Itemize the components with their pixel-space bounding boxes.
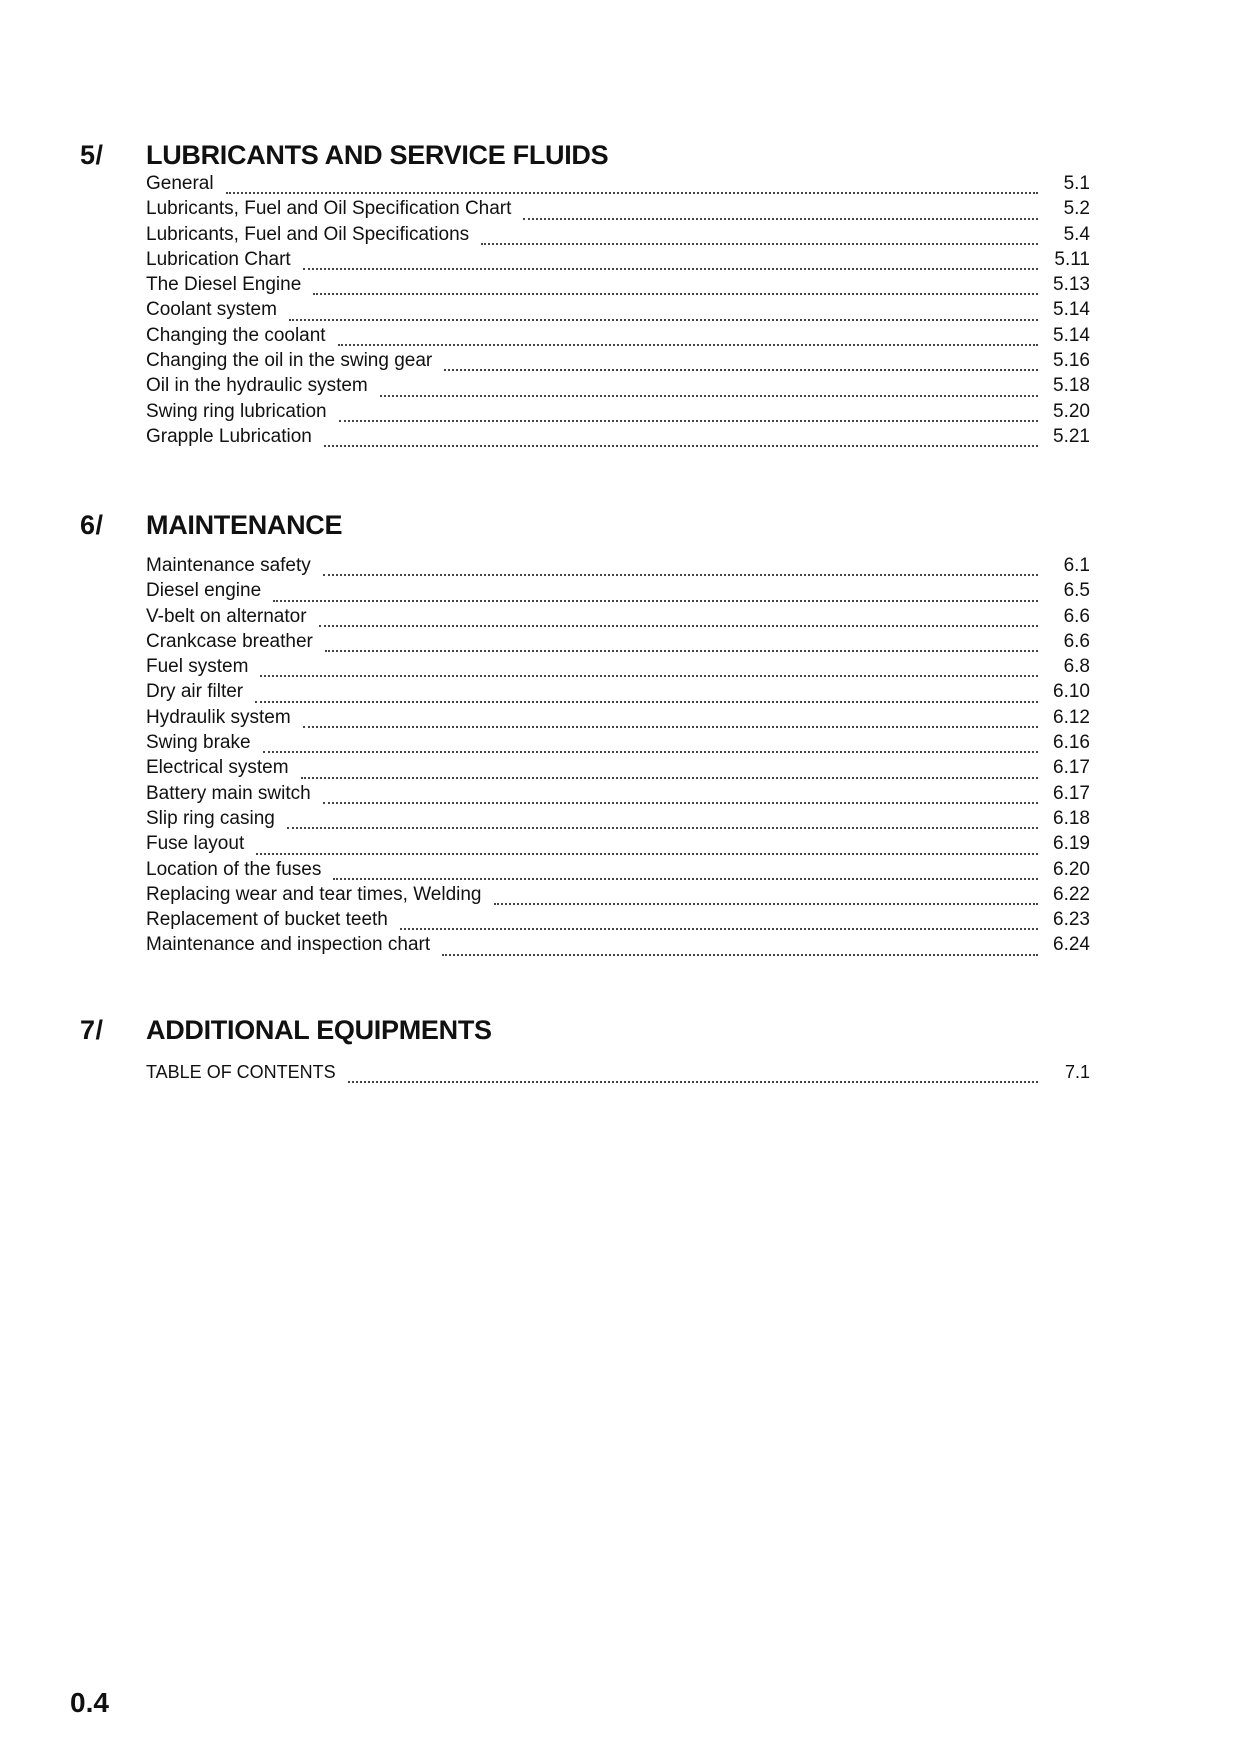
toc-entry-label: Fuse layout bbox=[146, 833, 245, 855]
toc-entry[interactable] bbox=[146, 631, 1090, 656]
dot-leader bbox=[325, 636, 1038, 652]
toc-entry-page: 6.16 bbox=[1053, 732, 1090, 754]
dot-leader bbox=[256, 839, 1038, 855]
toc-entry[interactable] bbox=[146, 401, 1090, 426]
toc-entry-label: Lubricants, Fuel and Oil Specification Chart bbox=[146, 198, 512, 220]
toc-entry-label: Replacement of bucket teeth bbox=[146, 909, 388, 931]
toc-entry-page: 6.12 bbox=[1053, 706, 1090, 728]
dot-leader bbox=[289, 305, 1038, 321]
toc-entry[interactable] bbox=[146, 224, 1090, 249]
toc-entry-page: 6.17 bbox=[1053, 757, 1090, 779]
toc-entry[interactable] bbox=[146, 350, 1090, 375]
toc-entry-page: 5.18 bbox=[1053, 375, 1090, 397]
section-title: MAINTENANCE bbox=[146, 510, 343, 540]
toc-entry-label: Swing ring lubrication bbox=[146, 400, 327, 422]
toc-entry-label: Grapple Lubrication bbox=[146, 425, 312, 447]
dot-leader bbox=[303, 712, 1038, 728]
toc-entry[interactable] bbox=[146, 249, 1090, 274]
toc-entry-page: 6.5 bbox=[1063, 580, 1090, 602]
toc-entry-page: 5.13 bbox=[1053, 274, 1090, 296]
toc-entry-page: 5.2 bbox=[1063, 198, 1090, 220]
dot-leader bbox=[287, 813, 1038, 829]
toc-entry[interactable] bbox=[146, 325, 1090, 350]
toc-entry[interactable] bbox=[146, 909, 1090, 934]
toc-entry-label: Changing the coolant bbox=[146, 324, 326, 346]
dot-leader bbox=[263, 737, 1038, 753]
toc-entry[interactable] bbox=[146, 757, 1090, 782]
dot-leader bbox=[348, 1067, 1038, 1083]
toc-entry-label: Crankcase breather bbox=[146, 630, 313, 652]
dot-leader bbox=[444, 355, 1038, 371]
toc-entry[interactable] bbox=[146, 375, 1090, 400]
toc-entry[interactable] bbox=[146, 299, 1090, 324]
toc-entry-page: 6.22 bbox=[1053, 883, 1090, 905]
toc-entry-page: 6.20 bbox=[1053, 858, 1090, 880]
toc-entry-label: Diesel engine bbox=[146, 580, 262, 602]
dot-leader bbox=[481, 229, 1038, 245]
toc-entry-label: Electrical system bbox=[146, 757, 289, 779]
dot-leader bbox=[494, 889, 1039, 905]
toc-entry-page: 5.21 bbox=[1053, 425, 1090, 447]
section-6-entries bbox=[146, 555, 1090, 960]
toc-entry-page: 6.18 bbox=[1053, 807, 1090, 829]
toc-entry-page: 7.1 bbox=[1064, 1062, 1090, 1082]
page-number: 0.4 bbox=[70, 1687, 109, 1718]
toc-entry-page: 5.16 bbox=[1053, 350, 1090, 372]
dot-leader bbox=[339, 406, 1038, 422]
section-5-entries bbox=[146, 173, 1090, 451]
toc-entry[interactable] bbox=[146, 426, 1090, 451]
toc-entry-page: 6.6 bbox=[1063, 630, 1090, 652]
toc-entry-page: 5.4 bbox=[1063, 223, 1090, 245]
toc-entry[interactable] bbox=[146, 173, 1090, 198]
toc-entry-label: Changing the oil in the swing gear bbox=[146, 350, 433, 372]
toc-entry[interactable] bbox=[146, 656, 1090, 681]
toc-entry[interactable] bbox=[146, 580, 1090, 605]
dot-leader bbox=[319, 611, 1038, 627]
toc-entry[interactable] bbox=[146, 707, 1090, 732]
toc-entry-label: TABLE OF CONTENTS bbox=[146, 1062, 336, 1082]
toc-entry-label: General bbox=[146, 173, 214, 194]
toc-entry-page: 5.14 bbox=[1053, 324, 1090, 346]
dot-leader bbox=[301, 763, 1038, 779]
toc-entry-label: Maintenance and inspection chart bbox=[146, 934, 431, 956]
toc-entry-label: V-belt on alternator bbox=[146, 605, 307, 627]
toc-entry[interactable] bbox=[146, 934, 1090, 959]
dot-leader bbox=[523, 204, 1038, 220]
toc-entry-page: 6.24 bbox=[1053, 934, 1090, 956]
toc-entry-page: 6.19 bbox=[1053, 833, 1090, 855]
toc-entry[interactable] bbox=[146, 681, 1090, 706]
dot-leader bbox=[313, 279, 1038, 295]
toc-entry-label: Maintenance safety bbox=[146, 555, 311, 576]
toc-entry-page: 6.8 bbox=[1063, 656, 1090, 678]
toc-entry[interactable] bbox=[146, 198, 1090, 223]
section-title: LUBRICANTS AND SERVICE FLUIDS bbox=[146, 140, 609, 170]
toc-entry-label: Lubrication Chart bbox=[146, 248, 291, 270]
toc-entry[interactable] bbox=[146, 274, 1090, 299]
toc-entry-page: 5.1 bbox=[1063, 173, 1090, 194]
toc-entry[interactable] bbox=[146, 859, 1090, 884]
toc-entry[interactable] bbox=[146, 884, 1090, 909]
toc-entry[interactable] bbox=[146, 1062, 1090, 1087]
section-number: 5/ bbox=[80, 140, 104, 170]
toc-entry-page: 6.23 bbox=[1053, 909, 1090, 931]
toc-entry-label: Oil in the hydraulic system bbox=[146, 375, 368, 397]
dot-leader bbox=[273, 586, 1038, 602]
toc-entry-label: Slip ring casing bbox=[146, 807, 275, 829]
dot-leader bbox=[255, 687, 1038, 703]
toc-entry-label: Location of the fuses bbox=[146, 858, 322, 880]
toc-entry[interactable] bbox=[146, 555, 1090, 580]
toc-entry-page: 6.10 bbox=[1053, 681, 1090, 703]
toc-entry-page: 5.14 bbox=[1053, 299, 1090, 321]
dot-leader bbox=[303, 254, 1038, 270]
toc-entry-page: 5.20 bbox=[1053, 400, 1090, 422]
dot-leader bbox=[226, 178, 1038, 194]
toc-entry-label: Battery main switch bbox=[146, 782, 311, 804]
section-number: 7/ bbox=[80, 1015, 104, 1045]
toc-entry-label: Replacing wear and tear times, Welding bbox=[146, 883, 482, 905]
dot-leader bbox=[333, 864, 1038, 880]
dot-leader bbox=[323, 788, 1038, 804]
toc-entry-page: 5.11 bbox=[1054, 248, 1090, 270]
toc-entry[interactable] bbox=[146, 732, 1090, 757]
dot-leader bbox=[338, 330, 1038, 346]
toc-entry-label: Coolant system bbox=[146, 299, 277, 321]
toc-entry-label: The Diesel Engine bbox=[146, 274, 302, 296]
toc-entry-label: Fuel system bbox=[146, 656, 249, 678]
dot-leader bbox=[324, 431, 1038, 447]
toc-entry[interactable] bbox=[146, 606, 1090, 631]
toc-entry-label: Lubricants, Fuel and Oil Specifications bbox=[146, 223, 470, 245]
section-title: ADDITIONAL EQUIPMENTS bbox=[146, 1015, 492, 1045]
toc-entry[interactable] bbox=[146, 808, 1090, 833]
toc-entry-page: 6.1 bbox=[1063, 555, 1090, 576]
dot-leader bbox=[260, 661, 1038, 677]
toc-entry-page: 6.6 bbox=[1063, 605, 1090, 627]
section-7-entries bbox=[146, 1062, 1090, 1087]
dot-leader bbox=[400, 914, 1038, 930]
toc-entry-label: Hydraulik system bbox=[146, 706, 291, 728]
toc-entry-page: 6.17 bbox=[1053, 782, 1090, 804]
toc-entry-label: Dry air filter bbox=[146, 681, 244, 703]
section-number: 6/ bbox=[80, 510, 104, 540]
toc-entry-label: Swing brake bbox=[146, 732, 251, 754]
toc-entry[interactable] bbox=[146, 783, 1090, 808]
dot-leader bbox=[442, 940, 1038, 956]
toc-entry[interactable] bbox=[146, 833, 1090, 858]
dot-leader bbox=[380, 381, 1038, 397]
dot-leader bbox=[323, 560, 1038, 576]
